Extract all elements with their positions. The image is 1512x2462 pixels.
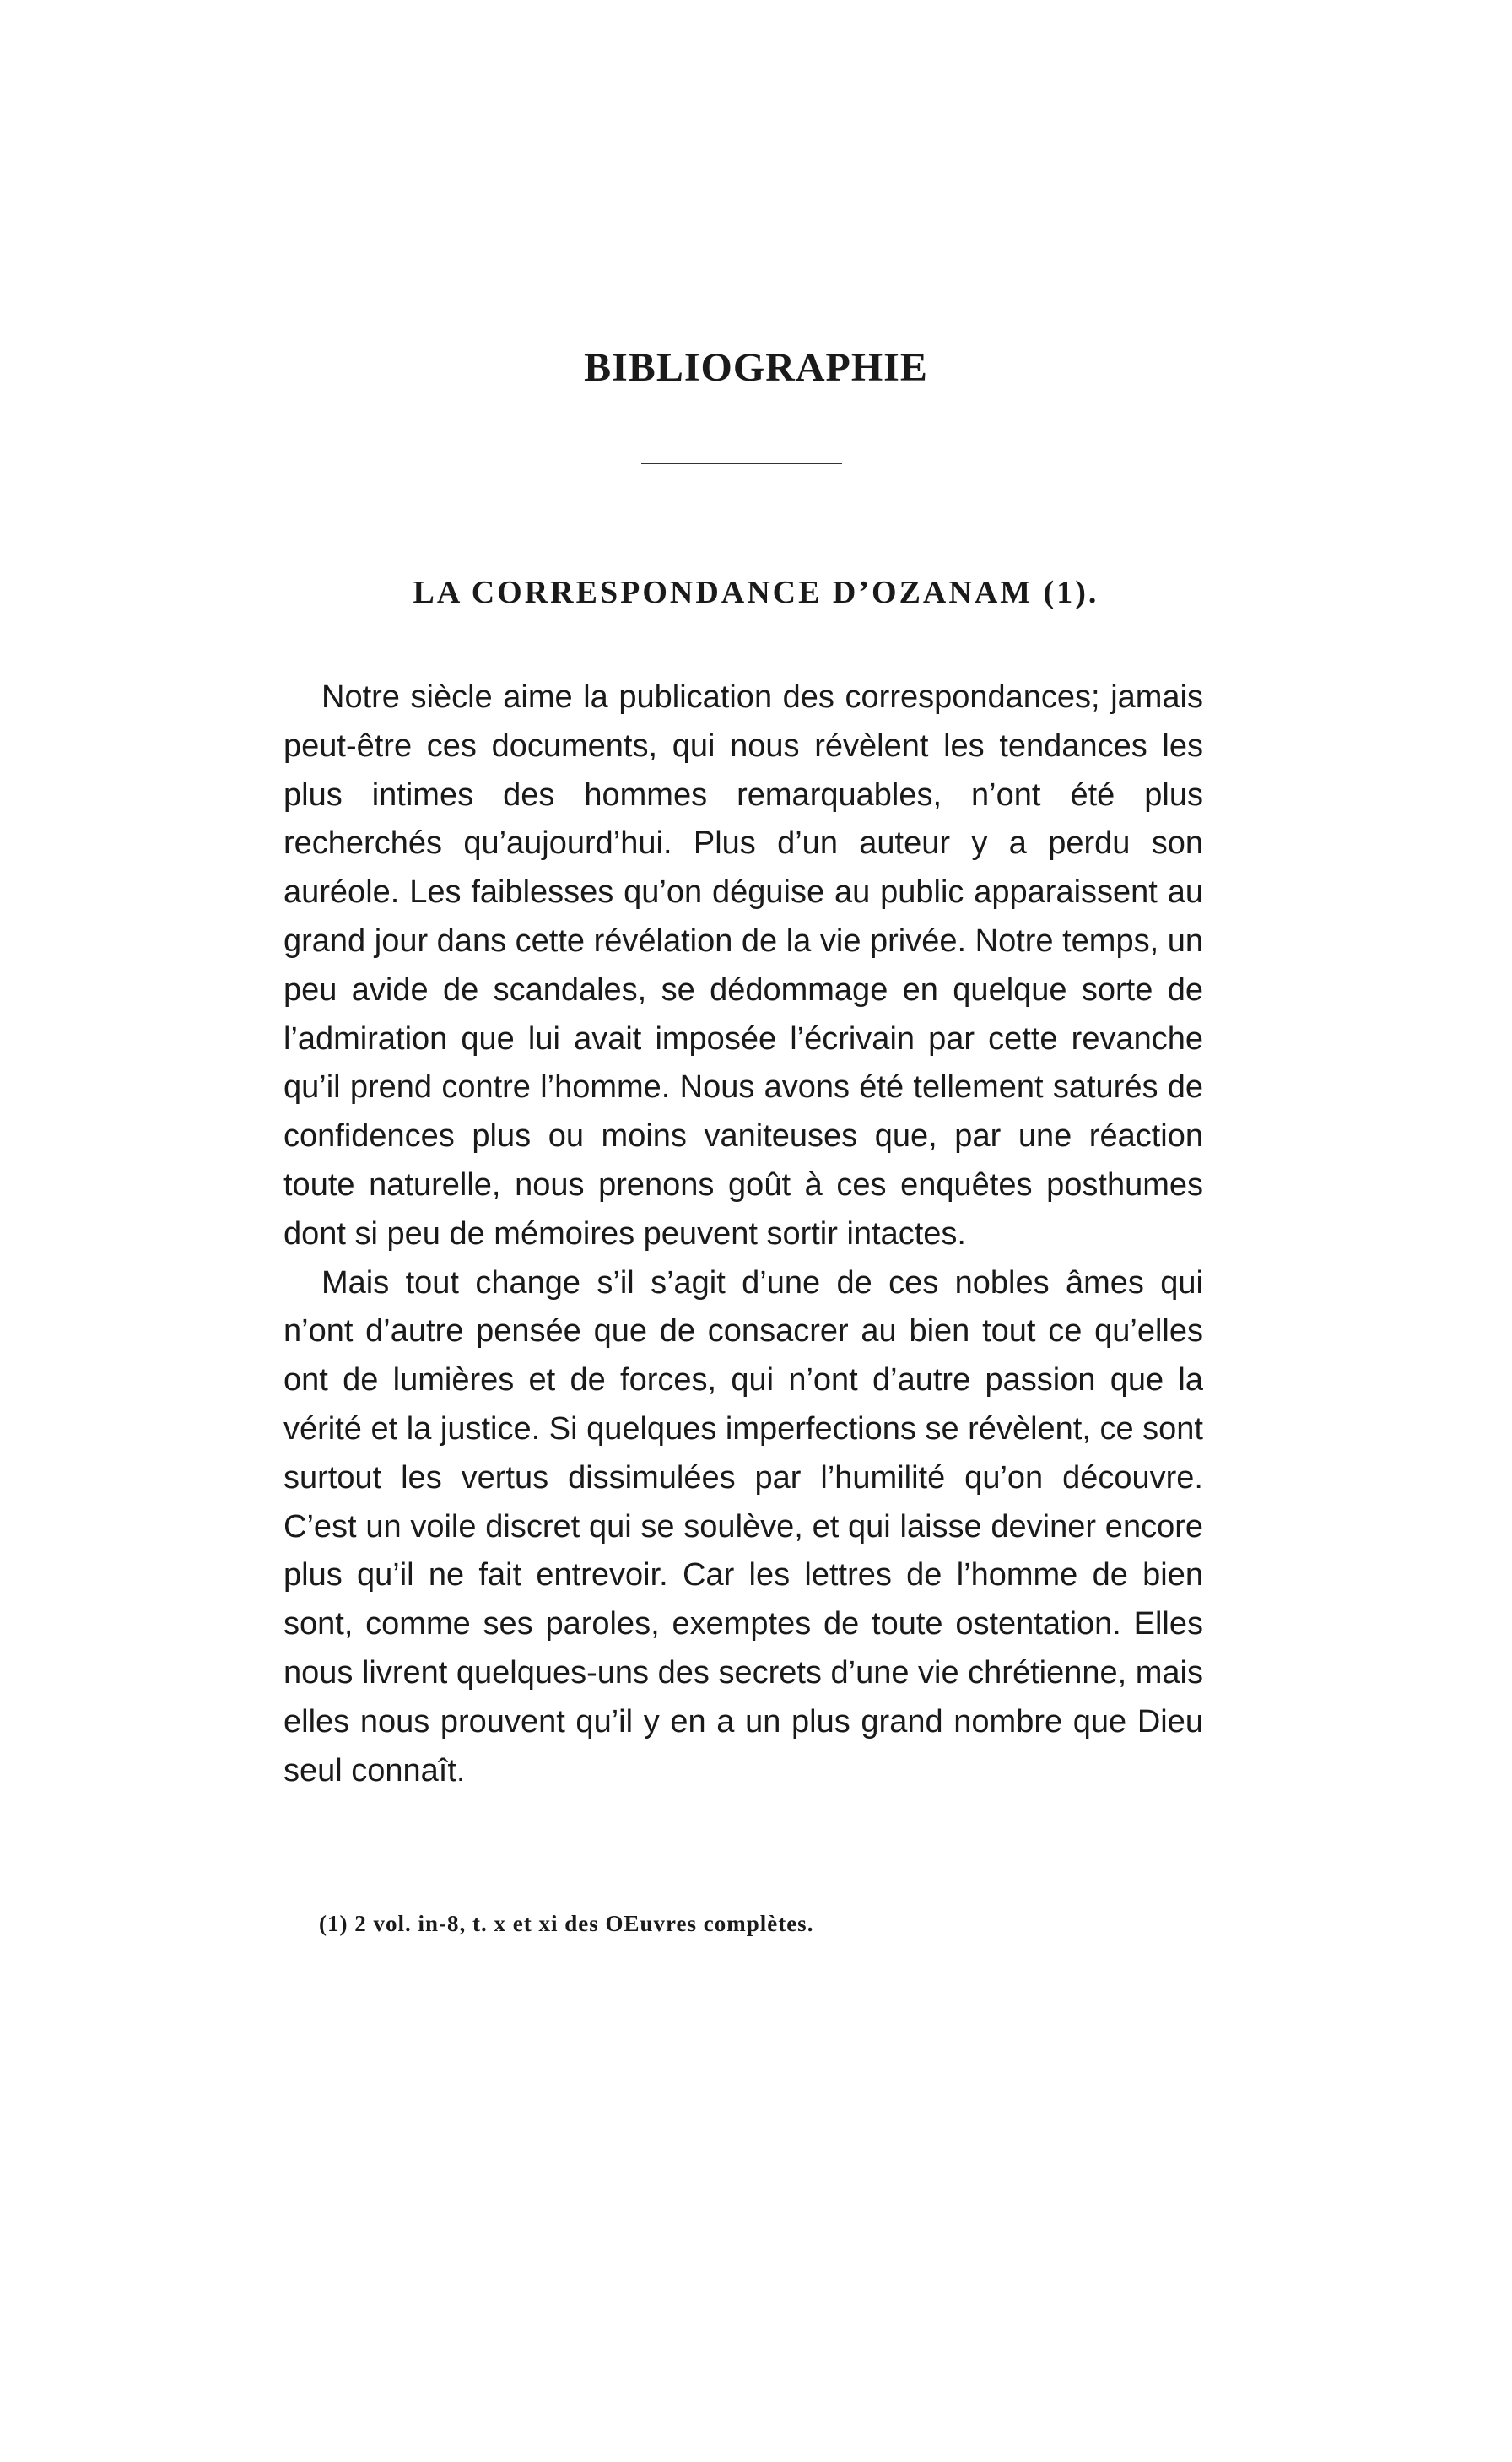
- paragraph: Notre siècle aime la publication des correspondances; jamais peut-être ces documents, qui nous révèlent les tendances les plus intimes des hommes remarquables, n’ont été plus recherchés qu’aujourd’hui. Plus d’un auteur y a perdu son auréole. Les faiblesses qu’on déguise au public apparaissent au grand jour dans cette révélation de la vie privée. Notre temps, un peu avide de scandales, se dédommage en quelque sorte de l’admiration que lui avait imposée l’écrivain par cette revanche qu’il prend contre l’homme. Nous avons été tellement saturés de confidences plus ou moins vaniteuses que, par une réaction toute naturelle, nous prenons goût à ces enquêtes posthumes dont si peu de mémoires peuvent sortir intactes.: [284, 679, 1203, 1252]
- article-title: LA CORRESPONDANCE D’OZANAM (1).: [413, 575, 1099, 610]
- article-body: [284, 674, 1203, 1795]
- page-heading: BIBLIOGRAPHIE: [584, 345, 928, 390]
- paragraph: Mais tout change s’il s’agit d’une de ces nobles âmes qui n’ont d’autre pensée que de consacrer au bien tout ce qu’elles ont de lumières et de forces, qui n’ont d’autre passion que la vérité et la justice. Si quelques imperfections se révèlent, ce sont surtout les vertus dissimulées par l’humilité qu’on découvre. C’est un voile discret qui se soulève, et qui laisse deviner encore plus qu’il ne fait entrevoir. Car les lettres de l’homme de bien sont, comme ses paroles, exemptes de toute ostentation. Elles nous livrent quelques-uns des secrets d’une vie chrétienne, mais elles nous prouvent qu’il y en a un plus grand nombre que Dieu seul connaît.: [284, 1264, 1203, 1788]
- heading-rule: [641, 463, 842, 464]
- footnote: (1) 2 vol. in-8, t. x et xi des OEuvres complètes.: [319, 1911, 814, 1936]
